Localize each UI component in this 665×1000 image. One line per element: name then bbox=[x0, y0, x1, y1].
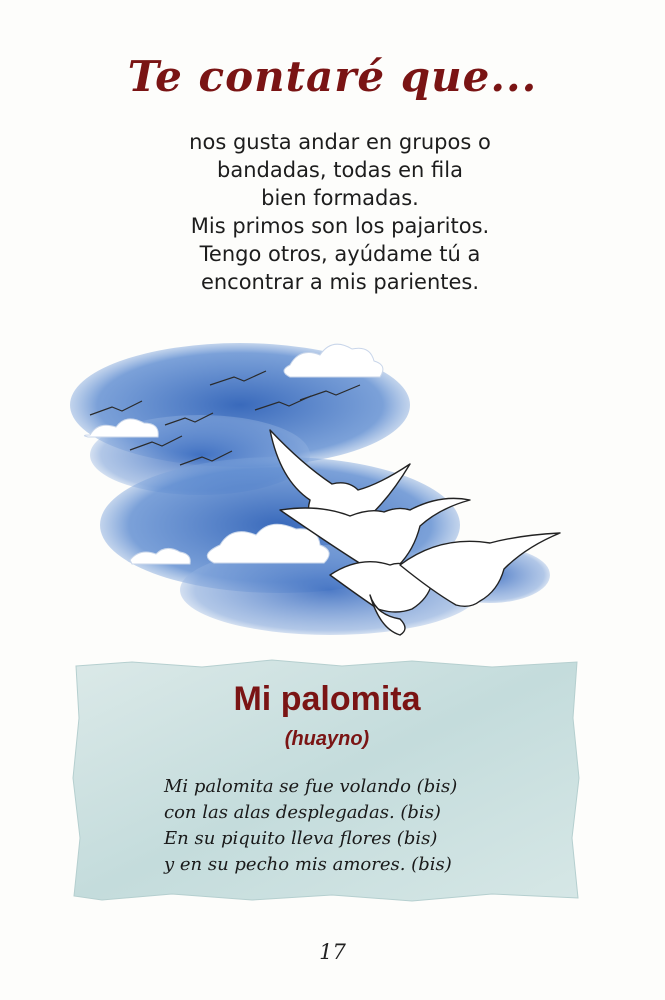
intro-line: nos gusta andar en grupos o bbox=[189, 130, 491, 154]
page-title: Te contaré que... bbox=[127, 52, 538, 101]
intro-line: Tengo otros, ayúdame tú a bbox=[199, 242, 481, 266]
song-subtitle: (huayno) bbox=[284, 728, 370, 750]
verse-line: En su piquito lleva flores (bis) bbox=[164, 828, 438, 849]
page-number: 17 bbox=[319, 940, 346, 964]
verse-line: Mi palomita se fue volando (bis) bbox=[164, 776, 458, 797]
verse-line: con las alas desplegadas. (bis) bbox=[164, 802, 441, 823]
intro-paragraph bbox=[100, 128, 580, 296]
intro-line: encontrar a mis parientes. bbox=[200, 270, 480, 294]
verse-line: y en su pecho mis amores. (bis) bbox=[164, 854, 452, 875]
song-panel bbox=[72, 658, 582, 903]
intro-line: bien formadas. bbox=[261, 186, 419, 210]
song-verses bbox=[164, 774, 457, 878]
intro-line: Mis primos son los pajaritos. bbox=[190, 214, 490, 238]
intro-line: bandadas, todas en fila bbox=[217, 158, 463, 182]
song-title: Mi palomita bbox=[233, 680, 421, 718]
doves-illustration bbox=[70, 325, 590, 655]
